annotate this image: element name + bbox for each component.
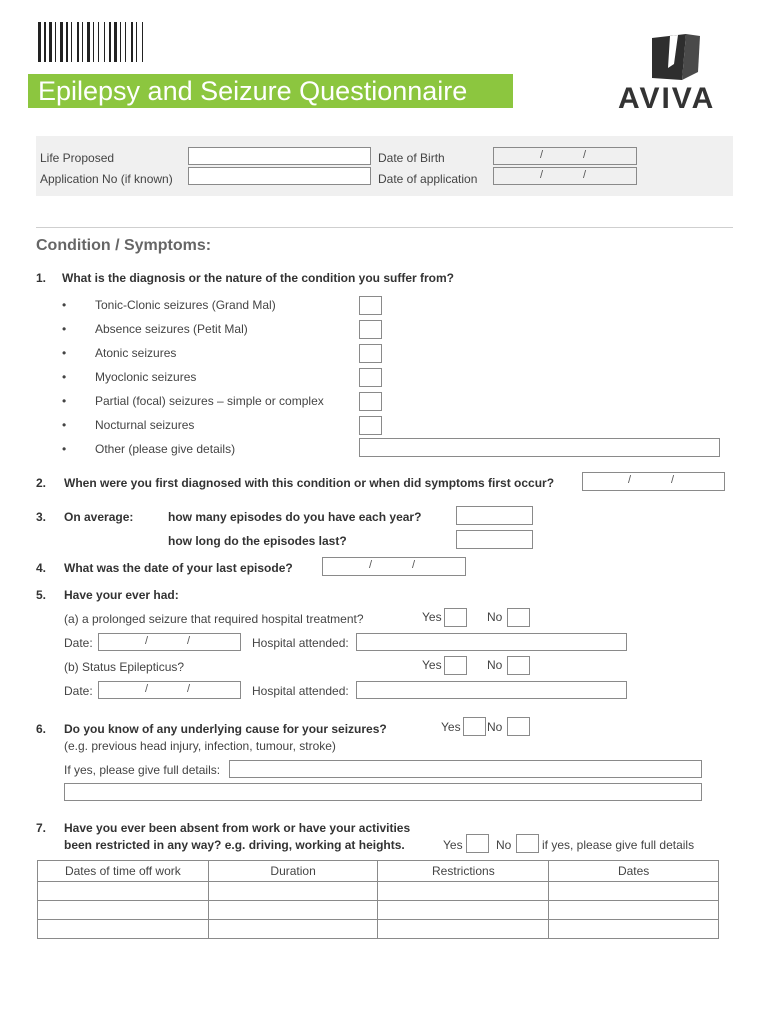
option-label: Tonic-Clonic seizures (Grand Mal) (95, 298, 276, 312)
no-label: No (487, 658, 503, 672)
bullet: • (62, 322, 67, 336)
option-label: Myoclonic seizures (95, 370, 197, 384)
q6-details-field[interactable] (229, 760, 702, 778)
q5b-date-field[interactable]: / / (98, 681, 241, 699)
q3-episodes-text: how many episodes do you have each year? (168, 510, 422, 524)
date-of-application-label: Date of application (378, 172, 478, 186)
bullet: • (62, 394, 67, 408)
time-off-table (37, 860, 719, 939)
hospital-label: Hospital attended: (252, 636, 349, 650)
myoclonic-checkbox[interactable] (359, 368, 382, 387)
no-label: No (487, 720, 503, 734)
table-row (38, 882, 719, 901)
table-cell[interactable] (208, 882, 378, 901)
option-label: Nocturnal seizures (95, 418, 195, 432)
q5b-yes-checkbox[interactable] (444, 656, 467, 675)
date-of-application-field[interactable]: / / (493, 167, 637, 185)
applicant-info-panel (36, 136, 733, 196)
dob-label: Date of Birth (378, 151, 445, 165)
q5a-no-checkbox[interactable] (507, 608, 530, 627)
table-cell[interactable] (549, 901, 719, 920)
q6-no-checkbox[interactable] (507, 717, 530, 736)
yes-label: Yes (443, 838, 463, 852)
partial-checkbox[interactable] (359, 392, 382, 411)
no-label: No (487, 610, 503, 624)
q7-yes-checkbox[interactable] (466, 834, 489, 853)
dob-field[interactable]: / / (493, 147, 637, 165)
bullet: • (62, 442, 67, 456)
q5-number: 5. (36, 588, 47, 602)
logo-text: AVIVA (618, 82, 716, 115)
column-header: Restrictions (378, 861, 549, 882)
atonic-checkbox[interactable] (359, 344, 382, 363)
first-diagnosed-date-field[interactable]: / / (582, 472, 725, 491)
q6-details-field-line2[interactable] (64, 783, 702, 801)
q2-number: 2. (36, 476, 47, 490)
divider (36, 227, 733, 228)
table-row (38, 901, 719, 920)
bullet: • (62, 298, 67, 312)
q7-number: 7. (36, 821, 47, 835)
q3-duration-text: how long do the episodes last? (168, 534, 347, 548)
q5b-text: (b) Status Epilepticus? (64, 660, 185, 674)
q1-text: What is the diagnosis or the nature of the condition you suffer from? (62, 271, 455, 285)
table-cell[interactable] (208, 920, 378, 939)
option-label: Absence seizures (Petit Mal) (95, 322, 248, 336)
table-cell[interactable] (378, 882, 549, 901)
q2-text: When were you first diagnosed with this condition or when did symptoms first occur? (64, 476, 555, 490)
q5b-no-checkbox[interactable] (507, 656, 530, 675)
episode-duration-field[interactable] (456, 530, 533, 549)
q6-text: Do you know of any underlying cause for your seizures? (64, 722, 387, 736)
option-label: Partial (focal) seizures – simple or complex (95, 394, 324, 408)
yes-label: Yes (441, 720, 461, 734)
option-label: Atonic seizures (95, 346, 177, 360)
table-cell[interactable] (38, 901, 209, 920)
option-label: Other (please give details) (95, 442, 236, 456)
table-header-row (38, 861, 719, 882)
life-proposed-field[interactable] (188, 147, 371, 165)
yes-label: Yes (422, 610, 442, 624)
page-title: Epilepsy and Seizure Questionnaire (38, 76, 468, 106)
column-header: Duration (208, 861, 378, 882)
application-no-field[interactable] (188, 167, 371, 185)
q6-example: (e.g. previous head injury, infection, tumour, stroke) (64, 739, 336, 753)
bullet: • (62, 370, 67, 384)
last-episode-date-field[interactable]: / / (322, 557, 466, 576)
q3-label: On average: (64, 510, 134, 524)
absence-checkbox[interactable] (359, 320, 382, 339)
barcode (38, 22, 180, 62)
q5b-hospital-field[interactable] (356, 681, 627, 699)
q5a-yes-checkbox[interactable] (444, 608, 467, 627)
table-cell[interactable] (549, 882, 719, 901)
q5-text: Have your ever had: (64, 588, 179, 602)
no-label: No (496, 838, 512, 852)
episodes-per-year-field[interactable] (456, 506, 533, 525)
section-heading: Condition / Symptoms: (36, 237, 212, 254)
life-proposed-label: Life Proposed (40, 151, 115, 165)
q4-number: 4. (36, 561, 47, 575)
q5a-hospital-field[interactable] (356, 633, 627, 651)
q5a-text: (a) a prolonged seizure that required hospital treatment? (64, 612, 364, 626)
table-row (38, 920, 719, 939)
q6-details-label: If yes, please give full details: (64, 763, 221, 777)
q7-no-checkbox[interactable] (516, 834, 539, 853)
bullet: • (62, 418, 67, 432)
bullet: • (62, 346, 67, 360)
hospital-label: Hospital attended: (252, 684, 349, 698)
q6-number: 6. (36, 722, 47, 736)
aviva-logo-icon (652, 34, 700, 80)
tonic-clonic-checkbox[interactable] (359, 296, 382, 315)
table-cell[interactable] (38, 920, 209, 939)
table-cell[interactable] (38, 882, 209, 901)
table-cell[interactable] (378, 901, 549, 920)
other-details-field[interactable] (359, 438, 720, 457)
table-cell[interactable] (208, 901, 378, 920)
q5a-date-field[interactable]: / / (98, 633, 241, 651)
yes-label: Yes (422, 658, 442, 672)
table-cell[interactable] (378, 920, 549, 939)
table-cell[interactable] (549, 920, 719, 939)
title-bar (28, 74, 513, 108)
application-no-label: Application No (if known) (40, 172, 173, 186)
q7-text-line2: been restricted in any way? e.g. driving, working at heights. (64, 838, 405, 852)
q4-text: What was the date of your last episode? (64, 561, 293, 575)
q7-text-line1: Have you ever been absent from work or have your activities (64, 821, 411, 835)
q6-yes-checkbox[interactable] (463, 717, 486, 736)
column-header: Dates of time off work (38, 861, 209, 882)
q1-number: 1. (36, 271, 47, 285)
date-label: Date: (64, 684, 93, 698)
column-header: Dates (549, 861, 719, 882)
q3-number: 3. (36, 510, 47, 524)
q7-if-yes-text: if yes, please give full details (542, 838, 695, 852)
date-label: Date: (64, 636, 93, 650)
nocturnal-checkbox[interactable] (359, 416, 382, 435)
